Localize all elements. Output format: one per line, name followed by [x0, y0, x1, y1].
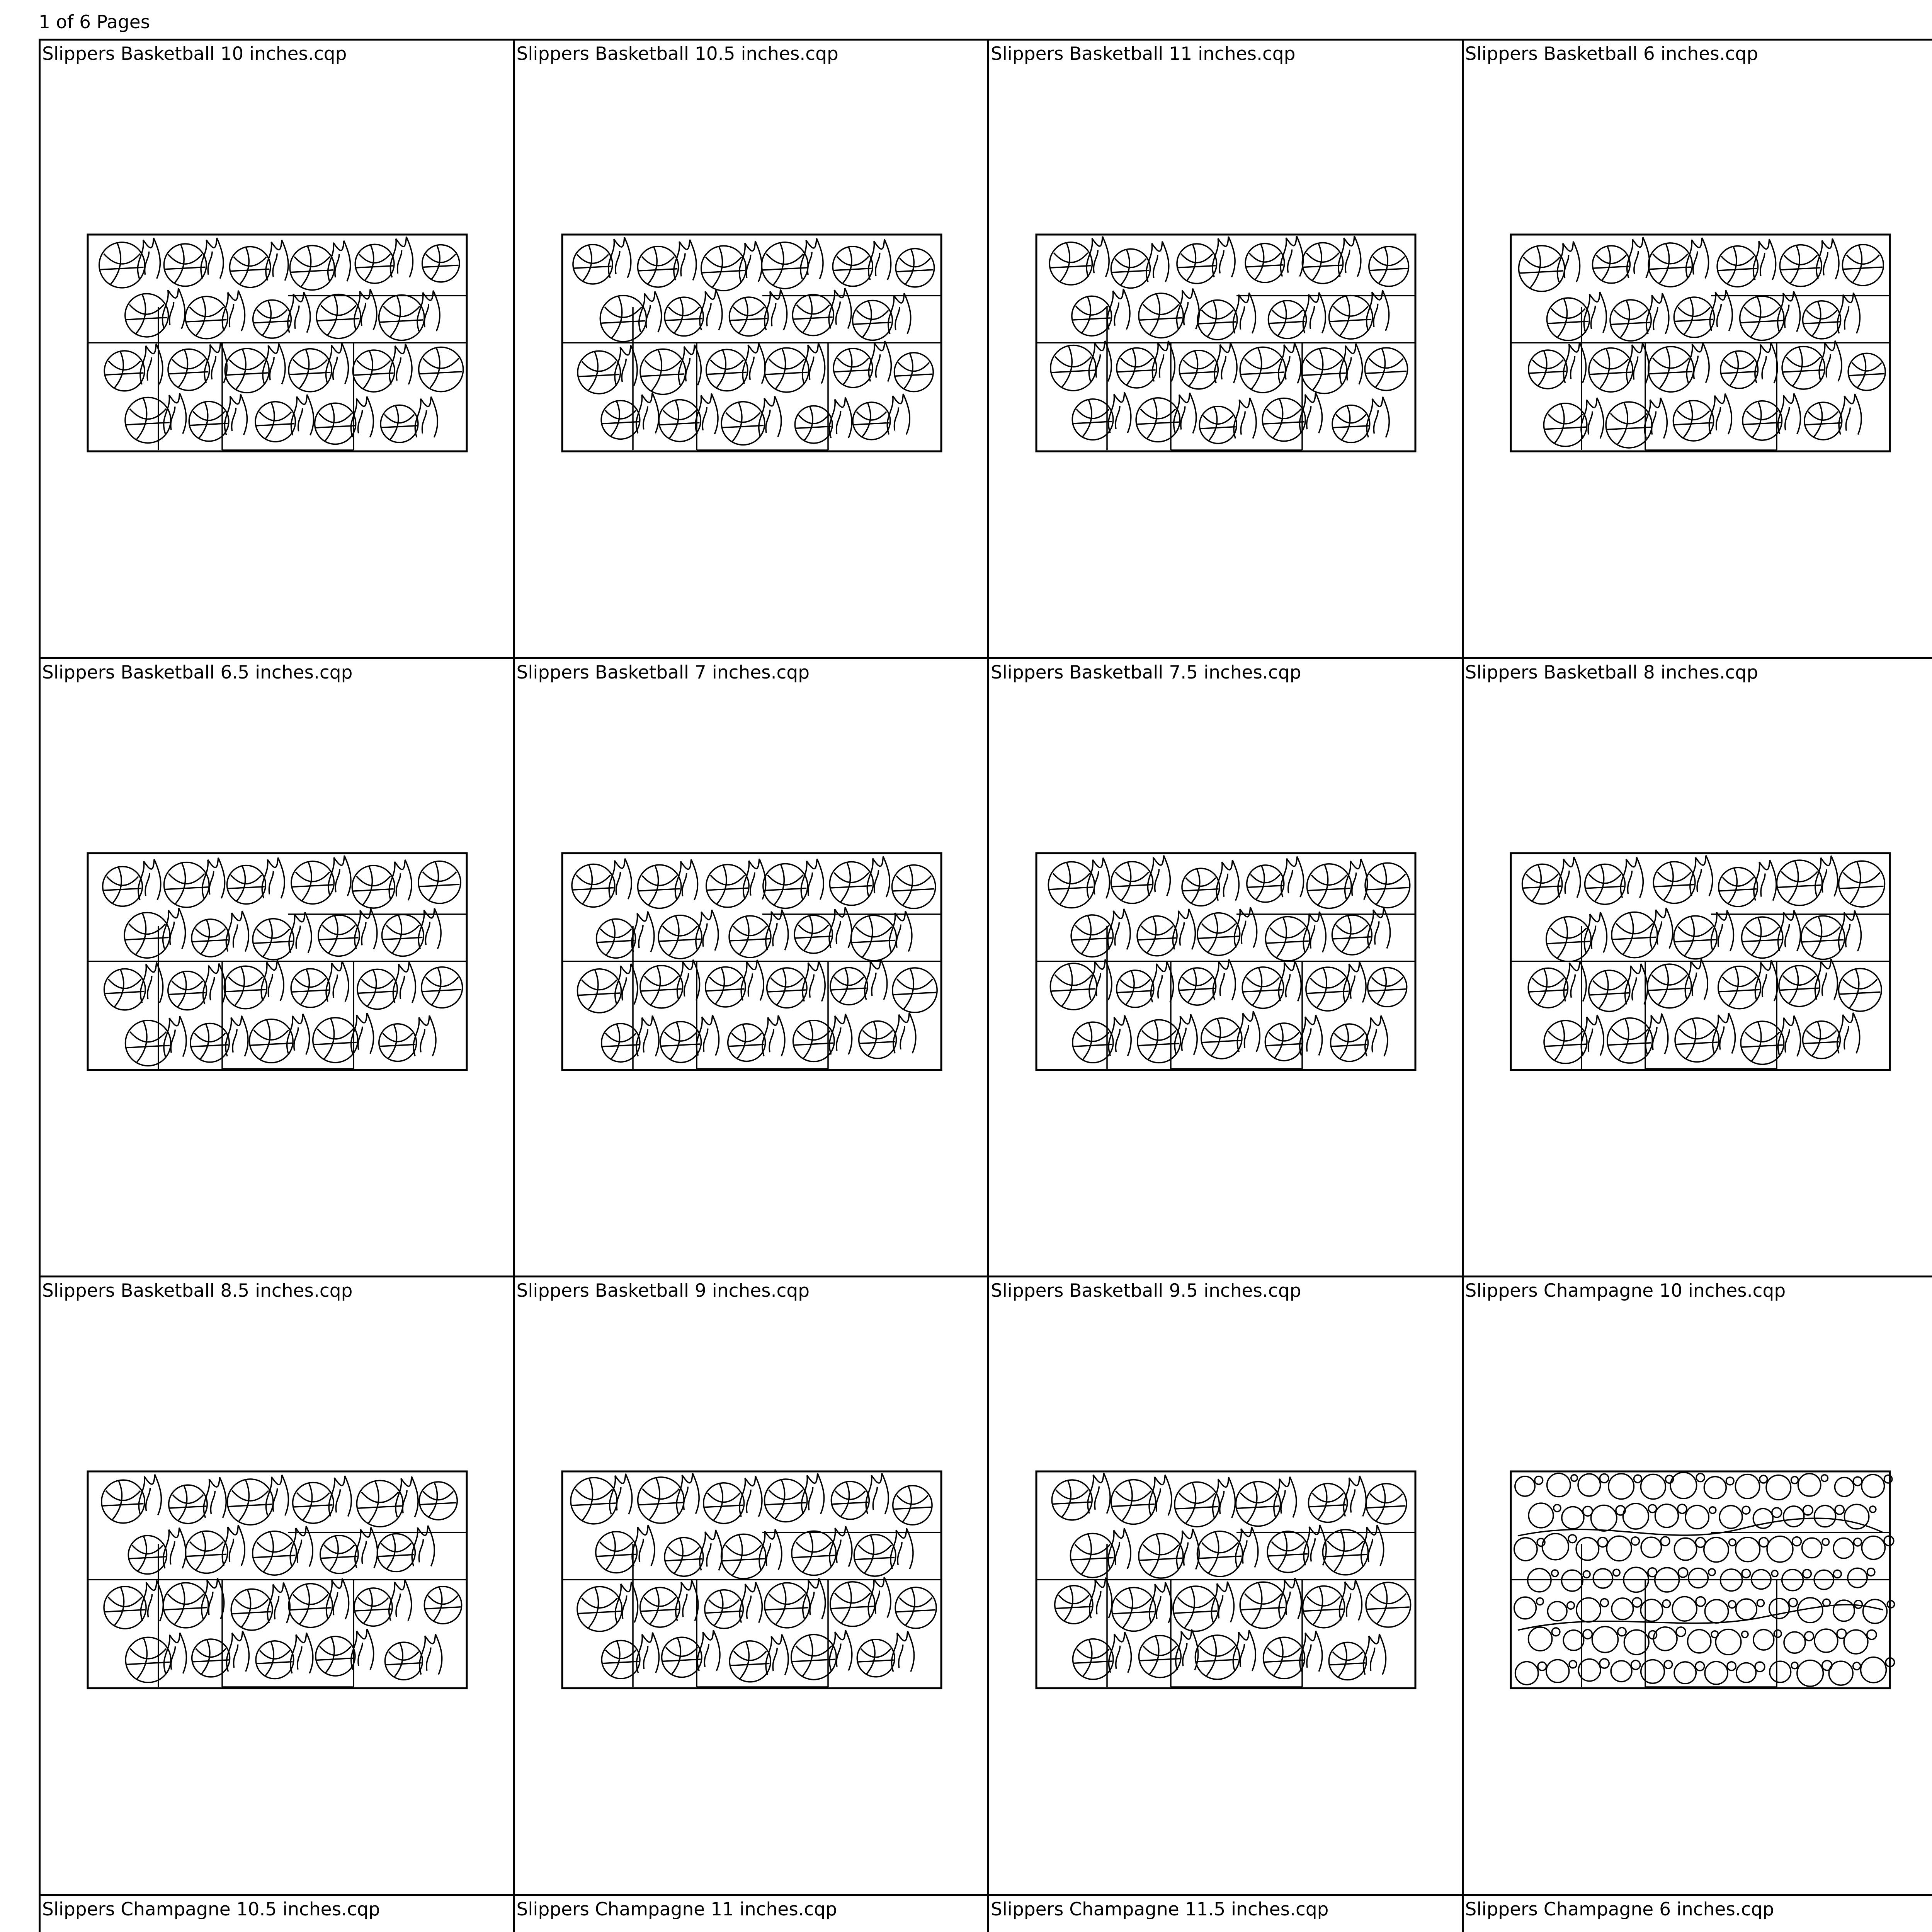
pattern-preview [87, 852, 468, 1071]
pattern-frame [1511, 853, 1890, 1070]
pattern-filename: Slippers Basketball 6.5 inches.cqp [42, 662, 353, 683]
pattern-filename: Slippers Basketball 7 inches.cqp [516, 662, 810, 683]
pattern-cell[interactable] [41, 41, 515, 659]
pattern-filename: Slippers Champagne 11 inches.cqp [516, 1898, 837, 1920]
pattern-grid [39, 39, 1932, 1932]
pattern-filename: Slippers Basketball 11 inches.cqp [991, 43, 1296, 65]
pattern-filename: Slippers Champagne 10.5 inches.cqp [42, 1898, 380, 1920]
pattern-cell[interactable] [1464, 41, 1932, 659]
pattern-cell[interactable] [1464, 659, 1932, 1278]
pattern-cell[interactable] [515, 1277, 990, 1896]
basketball-motif [573, 237, 934, 445]
pattern-filename: Slippers Basketball 8.5 inches.cqp [42, 1280, 353, 1301]
pattern-preview [561, 852, 942, 1071]
pattern-preview [1510, 852, 1891, 1071]
pattern-cell[interactable] [41, 1277, 515, 1896]
pattern-preview [1036, 852, 1416, 1071]
pattern-cell[interactable] [1464, 1896, 1932, 1932]
pattern-filename: Slippers Basketball 6 inches.cqp [1465, 43, 1759, 65]
pattern-cell[interactable] [989, 1277, 1464, 1896]
basketball-motif [1049, 236, 1408, 444]
pattern-frame [1511, 235, 1890, 451]
pattern-filename: Slippers Basketball 7.5 inches.cqp [991, 662, 1301, 683]
pattern-cell[interactable] [515, 1896, 990, 1932]
pattern-cell[interactable] [41, 1896, 515, 1932]
pattern-preview [1036, 1471, 1416, 1689]
pattern-cell[interactable] [515, 659, 990, 1278]
basketball-motif [571, 856, 937, 1062]
basketball-motif [99, 237, 463, 444]
basketball-motif [1522, 855, 1884, 1064]
pattern-preview [1510, 234, 1891, 452]
pattern-filename: Slippers Basketball 8 inches.cqp [1465, 662, 1759, 683]
pattern-cell[interactable] [989, 41, 1464, 659]
pattern-filename: Slippers Basketball 10 inches.cqp [42, 43, 347, 65]
basketball-motif [1048, 855, 1410, 1062]
pattern-filename: Slippers Champagne 10 inches.cqp [1465, 1280, 1786, 1301]
pattern-preview [561, 234, 942, 452]
pattern-filename: Slippers Champagne 11.5 inches.cqp [991, 1898, 1329, 1920]
pattern-cell[interactable] [515, 41, 990, 659]
pattern-preview [1036, 234, 1416, 452]
basketball-motif [102, 1475, 462, 1682]
pattern-filename: Slippers Basketball 9 inches.cqp [516, 1280, 810, 1301]
pattern-filename: Slippers Basketball 10.5 inches.cqp [516, 43, 838, 65]
pattern-preview [561, 1471, 942, 1689]
pattern-preview [87, 234, 468, 452]
basketball-motif [571, 1473, 936, 1682]
pattern-cell[interactable] [989, 1896, 1464, 1932]
page-counter: 1 of 6 Pages [39, 12, 150, 33]
pattern-filename: Slippers Champagne 6 inches.cqp [1465, 1898, 1774, 1920]
pattern-frame [88, 853, 467, 1070]
pattern-cell[interactable] [1464, 1277, 1932, 1896]
pattern-cell[interactable] [989, 659, 1464, 1278]
pattern-preview [87, 1471, 468, 1689]
pattern-filename: Slippers Basketball 9.5 inches.cqp [991, 1280, 1301, 1301]
pattern-cell[interactable] [41, 659, 515, 1278]
pattern-preview [1510, 1471, 1891, 1689]
basketball-motif [1052, 1473, 1410, 1680]
pattern-frame [1511, 1471, 1890, 1688]
